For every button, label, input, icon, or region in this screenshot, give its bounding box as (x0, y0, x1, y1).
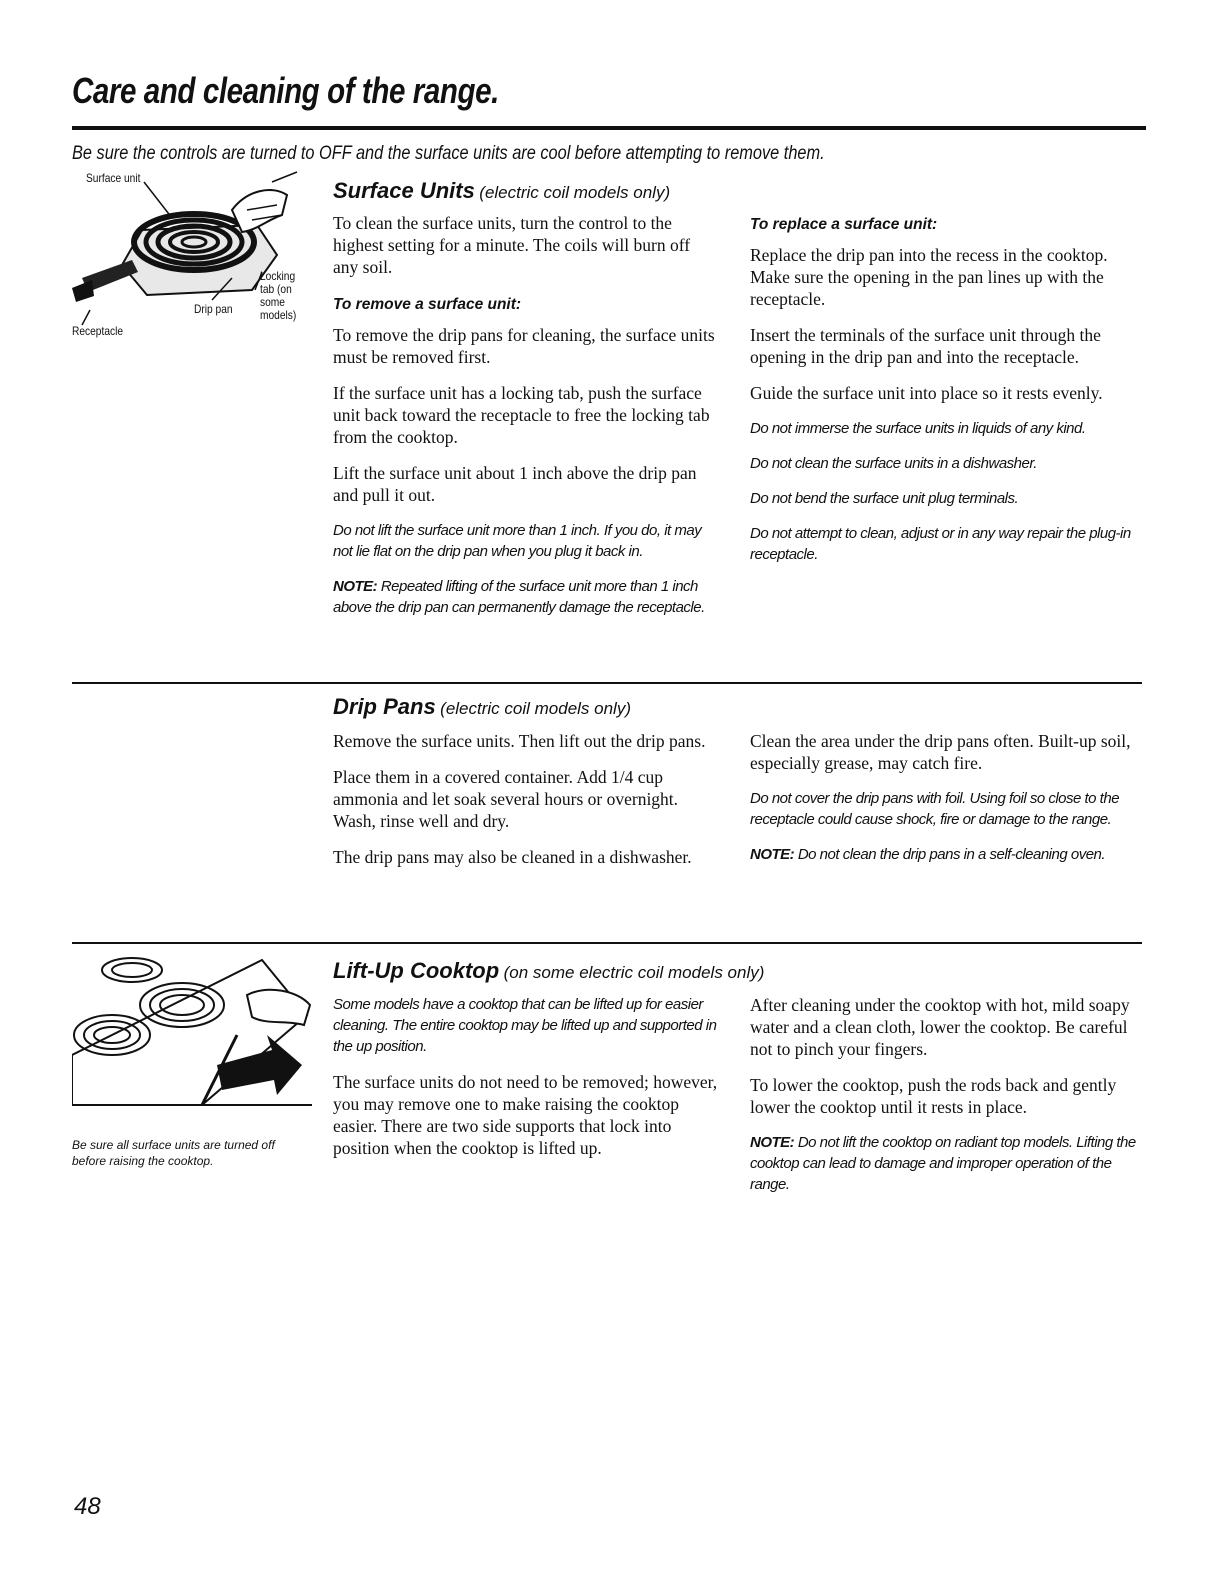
warning-text: Do not lift the surface unit more than 1 inch. If you do, it may not lie flat on the drip pan when you plug it back in. (333, 522, 702, 560)
surface-units-left-column (333, 212, 718, 632)
warning-text: Do not cover the drip pans with foil. Using foil so close to the receptacle could cause shock, fire or damage to the range. (750, 790, 1120, 828)
page-title: Care and cleaning of the range. (72, 70, 499, 111)
liftup-left-column (333, 994, 723, 1173)
warning-text: Do not attempt to clean, adjust or in any way repair the plug-in receptacle. (750, 525, 1131, 563)
note-label: NOTE: (333, 578, 378, 595)
liftup-heading (333, 958, 764, 984)
note-label: NOTE: (750, 1134, 795, 1151)
surface-units-heading (333, 178, 670, 204)
note-label: NOTE: (750, 846, 795, 863)
note-body: Do not clean the drip pans in a self-cleaning oven. (797, 846, 1106, 863)
liftup-cooktop-figure (72, 955, 312, 1168)
page-number: 48 (74, 1493, 101, 1520)
warning-text: Do not bend the surface unit plug terminals. (750, 490, 1019, 507)
label-drip-pan: Drip pan (194, 302, 233, 316)
note-text (750, 1132, 1140, 1195)
surface-unit-figure (72, 170, 312, 340)
note-text (750, 844, 1150, 865)
replace-unit-subheading: To replace a surface unit: (750, 216, 938, 233)
paragraph: To remove the drip pans for cleaning, the surface units must be removed first. (333, 325, 715, 367)
drip-pans-right-column (750, 730, 1150, 879)
warning-text: Do not immerse the surface units in liquids of any kind. (750, 420, 1086, 437)
drip-pans-title: Drip Pans (333, 694, 436, 719)
label-locking-tab: Locking tab (on some models) (260, 269, 297, 322)
drip-pans-heading (333, 694, 631, 720)
paragraph: If the surface unit has a locking tab, push the surface unit back toward the receptacle to free the locking tab from the cooktop. (333, 383, 710, 447)
paragraph: To lower the cooktop, push the rods back and gently lower the cooktop until it rests in place. (750, 1075, 1117, 1117)
note-body: Do not lift the cooktop on radiant top models. Lifting the cooktop can lead to damage and improper operation of the range. (750, 1134, 1136, 1193)
section-divider (72, 682, 1142, 684)
note-text (333, 576, 718, 618)
remove-unit-subheading: To remove a surface unit: (333, 296, 522, 313)
liftup-title: Lift-Up Cooktop (333, 958, 500, 983)
drip-pans-left-column (333, 730, 708, 882)
liftup-note: (on some electric coil models only) (503, 963, 765, 982)
surface-units-title: Surface Units (333, 178, 475, 203)
paragraph: To clean the surface units, turn the control to the highest setting for a minute. The coils will burn off any soil. (333, 213, 691, 277)
paragraph: After cleaning under the cooktop with hot, mild soapy water and a clean cloth, lower the cooktop. Be careful not to pinch your fingers. (750, 995, 1130, 1059)
title-rule (72, 126, 1146, 130)
figure-caption: Be sure all surface units are turned off before raising the cooktop. (72, 1138, 275, 1168)
paragraph: Guide the surface unit into place so it rests evenly. (750, 383, 1103, 403)
page-subtitle: Be sure the controls are turned to OFF and the surface units are cool before attempting to remove them. (72, 143, 825, 164)
paragraph: Replace the drip pan into the recess in the cooktop. Make sure the opening in the pan lines up with the receptacle. (750, 245, 1108, 309)
label-receptacle: Receptacle (72, 324, 124, 338)
label-surface-unit: Surface unit (86, 171, 141, 185)
warning-text: Do not clean the surface units in a dishwasher. (750, 455, 1037, 472)
paragraph: Insert the terminals of the surface unit through the opening in the drip pan and into the receptacle. (750, 325, 1101, 367)
intro-text: Some models have a cooktop that can be lifted up for easier cleaning. The entire cooktop may be lifted up and supported in the up position. (333, 996, 717, 1055)
paragraph: Place them in a covered container. Add 1/4 cup ammonia and let soak several hours or overnight. Wash, rinse well and dry. (333, 767, 679, 831)
surface-units-note: (electric coil models only) (479, 183, 671, 202)
drip-pans-note: (electric coil models only) (440, 699, 631, 718)
note-body: Repeated lifting of the surface unit more than 1 inch above the drip pan can permanently damage the receptacle. (333, 578, 705, 616)
paragraph: The drip pans may also be cleaned in a dishwasher. (333, 847, 692, 867)
liftup-right-column (750, 994, 1140, 1209)
liftup-cooktop-illustration (72, 955, 312, 1135)
paragraph: The surface units do not need to be removed; however, you may remove one to make raising the cooktop easier. There are two side supports that lock into position when the cooktop is lifted up. (333, 1072, 718, 1158)
paragraph: Remove the surface units. Then lift out the drip pans. (333, 731, 706, 751)
surface-units-right-column (750, 214, 1140, 579)
paragraph: Clean the area under the drip pans often. Built-up soil, especially grease, may catch fire. (750, 731, 1131, 773)
paragraph: Lift the surface unit about 1 inch above the drip pan and pull it out. (333, 463, 697, 505)
section-divider (72, 942, 1142, 944)
